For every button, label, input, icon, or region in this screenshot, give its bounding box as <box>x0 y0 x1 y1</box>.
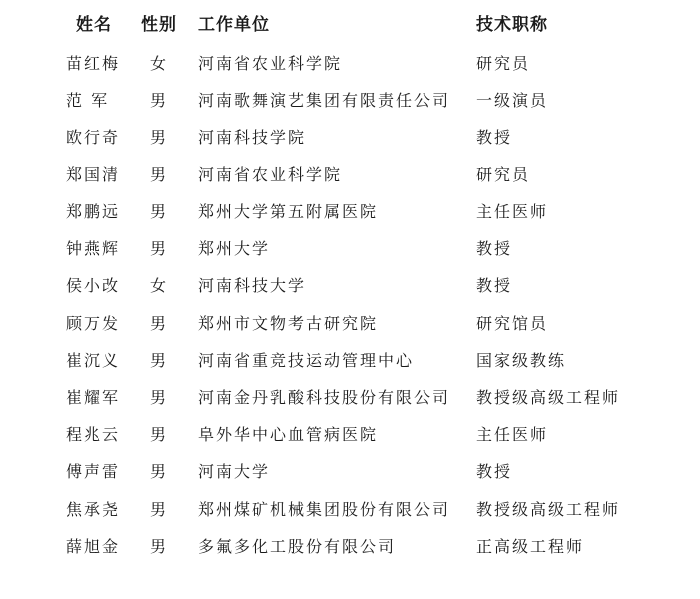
header-title: 技术职称 <box>476 15 548 35</box>
table-row <box>0 197 700 227</box>
cell-unit: 河南省重竞技运动管理中心 <box>198 351 415 370</box>
cell-name: 程兆云 <box>66 425 121 444</box>
cell-name: 薛旭金 <box>66 537 121 556</box>
cell-gender: 女 <box>149 54 168 73</box>
cell-name: 侯小改 <box>66 276 121 295</box>
table-row <box>0 123 700 153</box>
cell-gender: 男 <box>149 388 168 407</box>
cell-gender: 男 <box>149 239 168 258</box>
cell-title: 研究员 <box>476 165 531 184</box>
table-row <box>0 309 700 339</box>
header-unit: 工作单位 <box>198 15 270 35</box>
cell-title: 研究馆员 <box>476 314 549 333</box>
cell-unit: 郑州大学第五附属医院 <box>198 202 379 221</box>
table-row <box>0 160 700 190</box>
cell-gender: 男 <box>149 314 168 333</box>
cell-title: 教授级高级工程师 <box>476 500 621 519</box>
cell-title: 教授 <box>476 239 513 258</box>
cell-unit: 河南歌舞演艺集团有限责任公司 <box>198 91 451 110</box>
table-row <box>0 86 700 116</box>
cell-gender: 男 <box>149 202 168 221</box>
cell-name: 傅声雷 <box>66 462 121 481</box>
cell-name: 郑国清 <box>66 165 121 184</box>
cell-title: 教授 <box>476 462 513 481</box>
cell-title: 主任医师 <box>476 425 549 444</box>
table-row <box>0 234 700 264</box>
cell-name: 苗红梅 <box>66 54 121 73</box>
cell-gender: 男 <box>149 128 168 147</box>
cell-title: 一级演员 <box>476 91 549 110</box>
cell-unit: 河南科技学院 <box>198 128 307 147</box>
cell-gender: 男 <box>149 537 168 556</box>
cell-gender: 男 <box>149 500 168 519</box>
cell-gender: 男 <box>149 91 168 110</box>
table-row <box>0 383 700 413</box>
cell-unit: 郑州大学 <box>198 239 271 258</box>
cell-name: 崔耀军 <box>66 388 121 407</box>
table-row <box>0 49 700 79</box>
cell-unit: 郑州煤矿机械集团股份有限公司 <box>198 500 451 519</box>
table-row <box>0 457 700 487</box>
cell-unit: 河南大学 <box>198 462 271 481</box>
cell-title: 国家级教练 <box>476 351 567 370</box>
cell-gender: 男 <box>149 165 168 184</box>
cell-unit: 河南科技大学 <box>198 276 307 295</box>
cell-gender: 男 <box>149 462 168 481</box>
cell-name: 钟燕辉 <box>66 239 121 258</box>
cell-unit: 阜外华中心血管病医院 <box>198 425 379 444</box>
table-row <box>0 271 700 301</box>
table-row <box>0 346 700 376</box>
cell-gender: 男 <box>149 425 168 444</box>
header-name: 姓名 <box>76 15 112 35</box>
cell-name: 顾万发 <box>66 314 121 333</box>
cell-name: 崔沉义 <box>66 351 121 370</box>
cell-unit: 河南省农业科学院 <box>198 165 343 184</box>
cell-title: 主任医师 <box>476 202 549 221</box>
cell-name: 郑鹏远 <box>66 202 121 221</box>
cell-unit: 河南省农业科学院 <box>198 54 343 73</box>
cell-title: 教授 <box>476 128 513 147</box>
cell-title: 教授级高级工程师 <box>476 388 621 407</box>
cell-title: 教授 <box>476 276 513 295</box>
cell-gender: 女 <box>149 276 168 295</box>
cell-unit: 多氟多化工股份有限公司 <box>198 537 397 556</box>
cell-unit: 河南金丹乳酸科技股份有限公司 <box>198 388 451 407</box>
table-row <box>0 420 700 450</box>
cell-title: 正高级工程师 <box>476 537 585 556</box>
cell-unit: 郑州市文物考古研究院 <box>198 314 379 333</box>
table-header-row <box>0 10 700 40</box>
cell-title: 研究员 <box>476 54 531 73</box>
header-gender: 性别 <box>141 15 177 35</box>
cell-gender: 男 <box>149 351 168 370</box>
table-row <box>0 532 700 562</box>
table-row <box>0 495 700 525</box>
cell-name: 范 军 <box>66 91 110 110</box>
cell-name: 焦承尧 <box>66 500 121 519</box>
cell-name: 欧行奇 <box>66 128 121 147</box>
